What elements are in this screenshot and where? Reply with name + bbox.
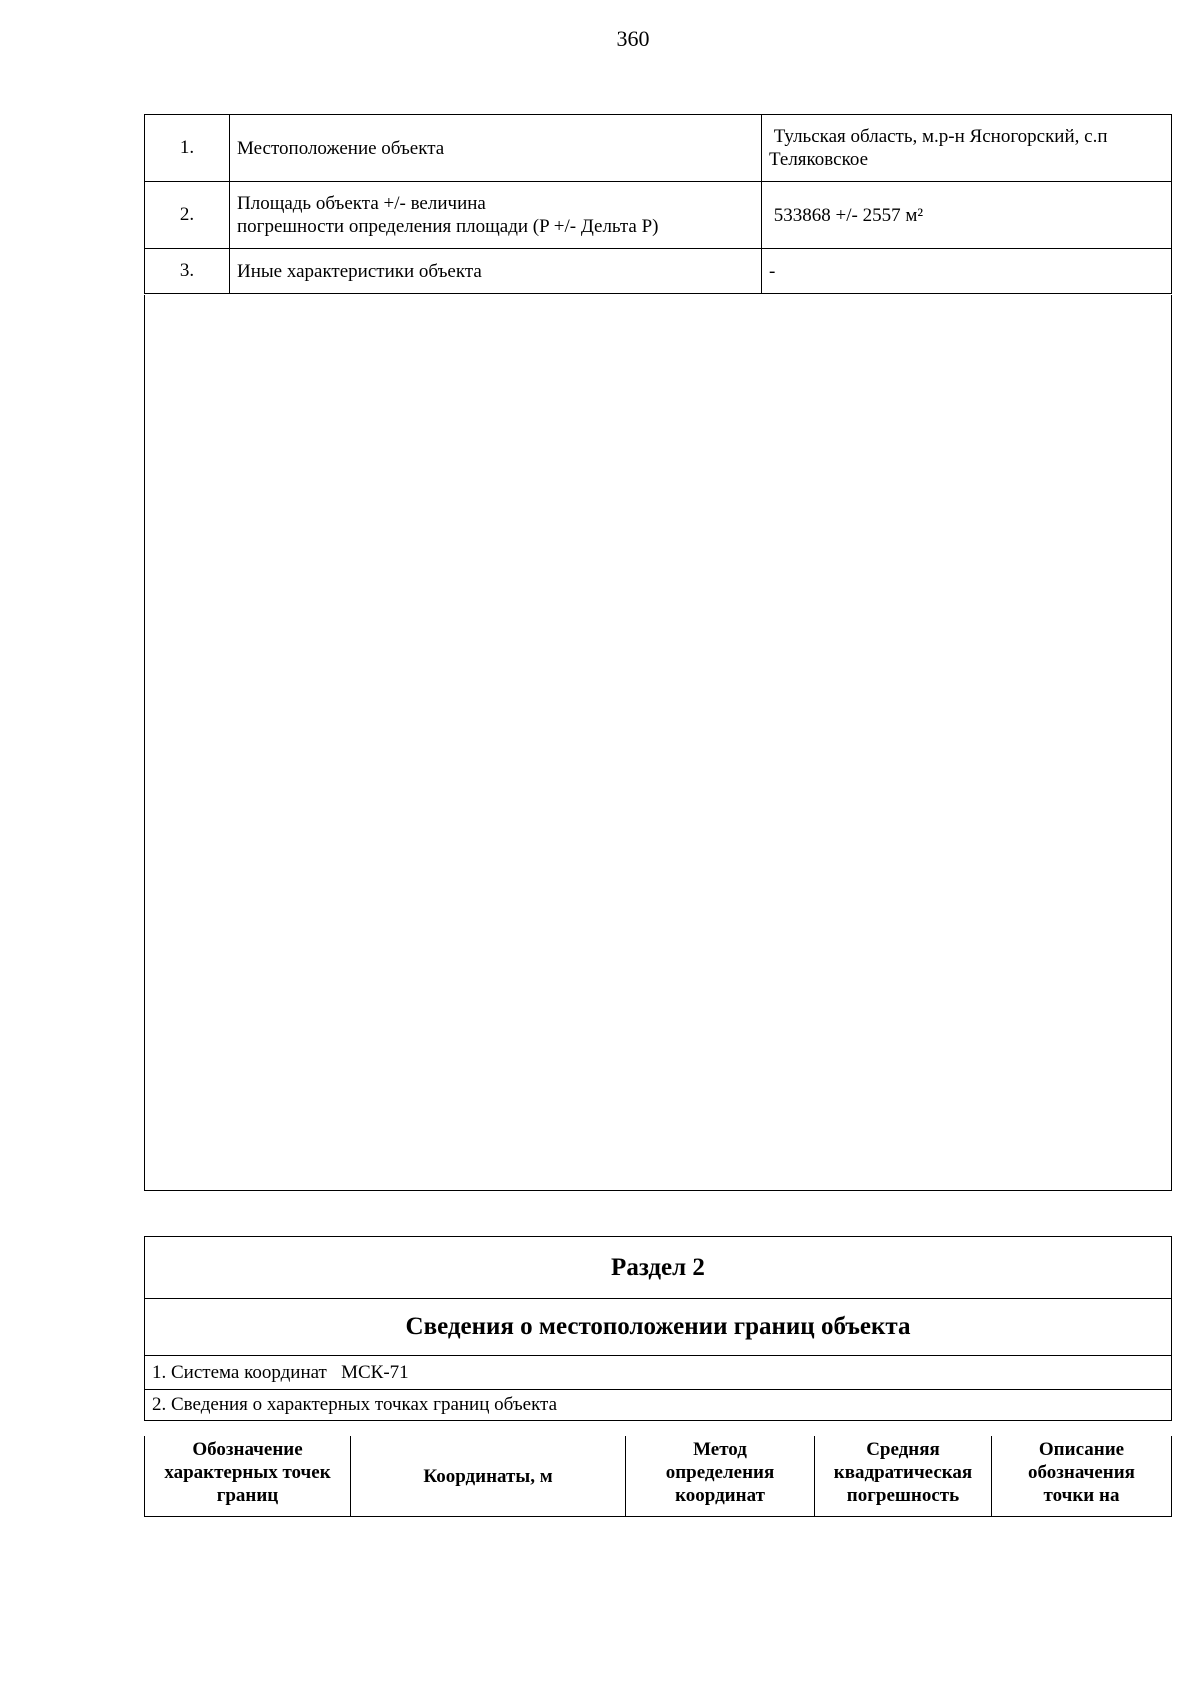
- points-info-line: 2. Сведения о характерных точках границ объекта: [145, 1390, 1172, 1421]
- points-columns-header: [144, 1436, 1172, 1517]
- column-header-line: точки на: [1043, 1485, 1120, 1506]
- row-number: 3.: [145, 249, 230, 294]
- column-header-line: границ: [216, 1485, 279, 1506]
- section-subtitle: Сведения о местоположении границ объекта: [145, 1299, 1172, 1356]
- column-header-line: Координаты, м: [423, 1465, 553, 1487]
- row-value: [762, 249, 1172, 294]
- row-label-line: погрешности определения площади (P +/- Дельта P): [237, 216, 659, 237]
- column-header-line: определения: [665, 1462, 775, 1483]
- table-row: [145, 1390, 1172, 1421]
- row-value-line: 533868 +/- 2557 м²: [769, 204, 924, 226]
- column-header-error: [815, 1436, 992, 1517]
- table-row: [145, 249, 1172, 294]
- row-value: [762, 115, 1172, 182]
- column-header-line: квадратическая: [833, 1462, 973, 1483]
- scheme-frame: [144, 295, 1172, 1191]
- row-label: [230, 182, 762, 249]
- column-header-description: [992, 1436, 1172, 1517]
- column-header-line: Метод: [693, 1439, 747, 1460]
- table-row: [145, 1299, 1172, 1356]
- row-label: [230, 249, 762, 294]
- table-row: [145, 182, 1172, 249]
- row-value-line: Теляковское: [769, 149, 869, 170]
- column-header-method: [626, 1436, 815, 1517]
- page-number: 360: [616, 26, 650, 51]
- table-row: [145, 1356, 1172, 1390]
- row-label: [230, 115, 762, 182]
- row-label-line: Иные характеристики объекта: [237, 260, 482, 282]
- column-header-line: обозначения: [1028, 1462, 1135, 1483]
- object-info-table: [144, 114, 1172, 294]
- table-row: [145, 1237, 1172, 1299]
- coord-system-line: 1. Система координат МСК-71: [145, 1356, 1172, 1390]
- row-value-line: -: [769, 260, 776, 282]
- column-header-line: координат: [675, 1485, 765, 1506]
- table-row: [145, 1436, 1172, 1517]
- column-header-line: погрешность: [846, 1485, 960, 1506]
- section-title: Раздел 2: [145, 1237, 1172, 1299]
- row-number: 2.: [145, 182, 230, 249]
- column-header-line: характерных точек: [164, 1462, 331, 1483]
- section2-header-table: [144, 1236, 1172, 1421]
- row-number: 1.: [145, 115, 230, 182]
- column-header-coordinates: [351, 1436, 626, 1517]
- column-header-line: Средняя: [866, 1439, 940, 1460]
- row-label-line: Площадь объекта +/- величина: [237, 193, 486, 214]
- column-header-line: Обозначение: [192, 1439, 303, 1460]
- column-header-designation: [145, 1436, 351, 1517]
- column-header-line: Описание: [1038, 1439, 1125, 1460]
- row-value-line: Тульская область, м.р-н Ясногорский, с.п: [769, 126, 1108, 147]
- row-value: [762, 182, 1172, 249]
- table-row: [145, 115, 1172, 182]
- row-label-line: Местоположение объекта: [237, 137, 445, 159]
